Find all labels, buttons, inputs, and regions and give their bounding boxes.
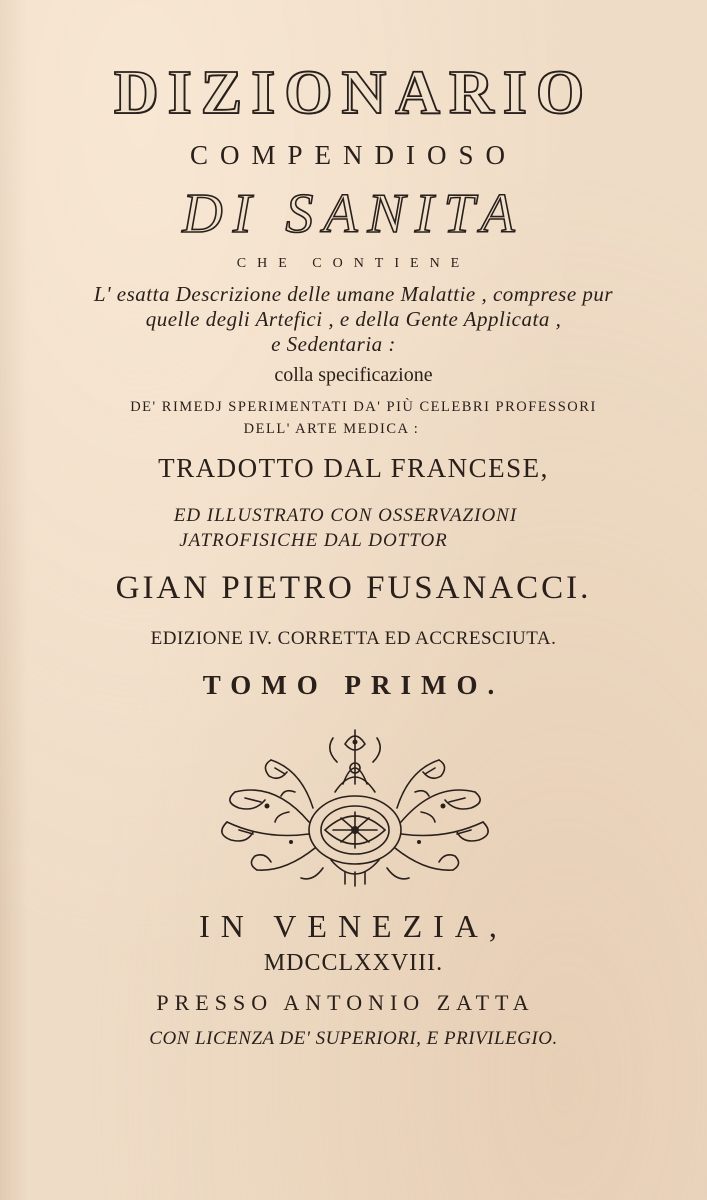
book-subtitle: COMPENDIOSO [189,140,518,170]
illustrato-line: ED ILLUSTRATO CON OSSERVAZIONI [173,505,518,526]
translation-note: TRADOTTO DAL FRANCESE, [158,453,549,483]
description-line: e Sedentaria : [271,332,396,356]
description-line: quelle degli Artefici , e della Gente Applicata , [145,307,562,331]
rimedj-line: DELL' ARTE MEDICA : [243,421,420,437]
volume-label: TOMO PRIMO. [202,670,505,700]
imprint-year: MDCCLXXVIII. [263,950,444,976]
edition-statement: EDIZIONE IV. CORRETTA ED ACCRESCIUTA. [150,628,557,649]
book-subject: DI SANITA [182,183,525,245]
colla-specificazione: colla specificazione [274,364,433,386]
imprint-place: IN VENEZIA, [199,908,508,944]
che-contiene: CHE CONTIENE [236,256,471,271]
book-title: DIZIONARIO [113,59,594,127]
rimedj-line: DE' RIMEDJ SPERIMENTATI DA' PIÙ CELEBRI PROFESSORI [130,399,597,415]
imprint-publisher: PRESSO ANTONIO ZATTA [156,990,535,1015]
author-name: GIAN PIETRO FUSANACCI. [115,570,592,606]
imprint-licence: CON LICENZA DE' SUPERIORI, E PRIVILEGIO. [149,1028,558,1049]
description-line: L' esatta Descrizione delle umane Malattie , comprese pur [93,282,614,306]
floral-printers-ornament-icon [205,722,505,890]
illustrato-line: JATROFISICHE DAL DOTTOR [179,530,448,551]
